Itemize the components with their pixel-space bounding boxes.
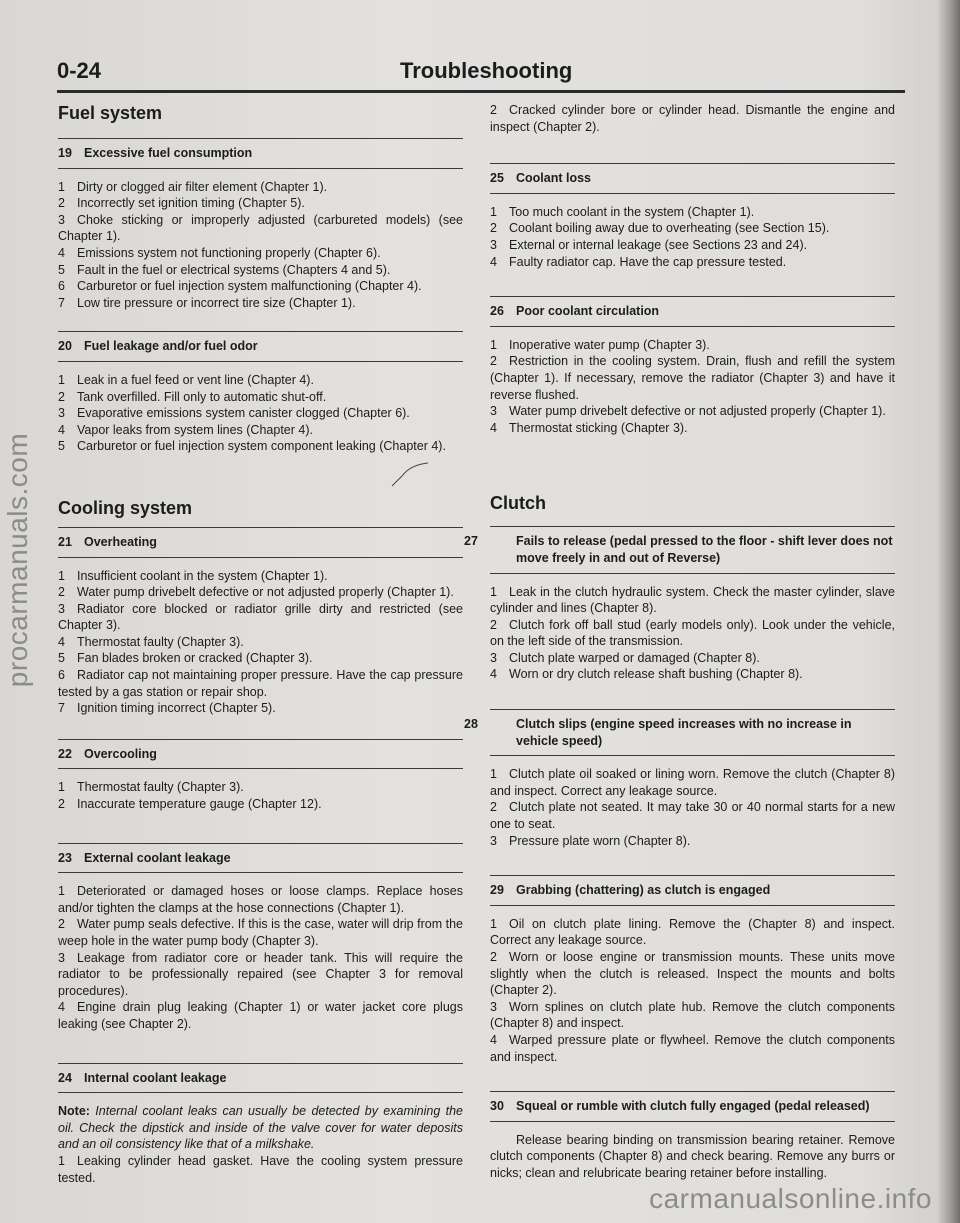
list-item [58, 372, 463, 389]
section-title: Clutch slips (engine speed increases with no increase in vehicle speed) [516, 717, 852, 748]
item-number: 2 [490, 354, 497, 369]
right-column [464, 100, 895, 1182]
section-20-items [58, 372, 463, 455]
list-item [58, 700, 463, 717]
list-item [490, 916, 895, 949]
item-number: 3 [490, 237, 497, 252]
list-item [58, 295, 463, 312]
item-text: Too much coolant in the system (Chapter 1). [509, 204, 755, 219]
item-number: 4 [58, 1000, 65, 1015]
item-text: Clutch plate oil soaked or lining worn. Remove the clutch (Chapter 8) and inspect. Correct any leakage source. [490, 767, 895, 798]
item-text: Restriction in the cooling system. Drain, flush and refill the system (Chapter 1). If necessary, remove the radiator (Chapter 3) and have it reverse flushed. [490, 354, 895, 402]
list-item [58, 999, 463, 1032]
section-19-items [58, 179, 463, 312]
list-item [490, 650, 895, 667]
list-item [490, 766, 895, 799]
item-text: Thermostat faulty (Chapter 3). [77, 634, 244, 649]
side-watermark: procarmanuals.com [2, 432, 33, 688]
item-number: 2 [490, 950, 497, 964]
item-number: 1 [490, 584, 497, 599]
item-number: 1 [490, 767, 497, 782]
list-item [58, 950, 463, 1000]
list-item [58, 438, 463, 455]
group-title-fuel: Fuel system [58, 103, 163, 123]
left-column [58, 100, 463, 1186]
item-text: Fan blades broken or cracked (Chapter 3). [77, 651, 313, 666]
list-item [58, 916, 463, 949]
list-item [490, 999, 895, 1032]
list-item [490, 949, 895, 999]
list-item [58, 389, 463, 406]
item-text: Worn splines on clutch plate hub. Remove the clutch components (Chapter 8) and inspect. [490, 999, 895, 1031]
item-text: Clutch plate warped or damaged (Chapter 8). [509, 650, 760, 665]
item-number: 4 [490, 1032, 497, 1047]
section-title: Internal coolant leakage [84, 1070, 227, 1085]
item-number: 7 [58, 701, 65, 716]
section-number: 26 [490, 304, 504, 319]
section-title: Fuel leakage and/or fuel odor [84, 339, 258, 354]
list-item [490, 337, 895, 354]
section-23-items [58, 883, 463, 1032]
list-item [58, 212, 463, 245]
section-20-head [58, 331, 463, 362]
section-number: 27 [464, 534, 478, 549]
section-22-head [58, 739, 463, 770]
item-text: Inaccurate temperature gauge (Chapter 12). [77, 797, 322, 812]
section-28-head [464, 709, 895, 756]
header-rule [57, 90, 905, 93]
section-30-head [490, 1091, 895, 1122]
section-number: 23 [58, 850, 72, 865]
item-text: Clutch plate not seated. It may take 30 or 40 normal starts for a new one to seat. [490, 800, 895, 832]
page-header [57, 58, 905, 94]
item-text: Worn or dry clutch release shaft bushing (Chapter 8). [509, 667, 803, 682]
item-text: Engine drain plug leaking (Chapter 1) or water jacket core plugs leaking (see Chapter 2). [58, 1000, 463, 1031]
section-22-items [58, 779, 463, 812]
item-text: Low tire pressure or incorrect tire size (Chapter 1). [77, 295, 356, 310]
item-text: Vapor leaks from system lines (Chapter 4). [77, 422, 313, 437]
item-text: Water pump drivebelt defective or not adjusted properly (Chapter 1). [509, 404, 886, 419]
item-text: Water pump seals defective. If this is the case, water will drip from the weep hole in the water pump body (Chapter 3). [58, 917, 463, 948]
section-30-text: Release bearing binding on transmission bearing retainer. Remove clutch components (Chapter 8) and check bearing. Remove any burrs or nicks; clean and relubricate bearing retainer before installing. [490, 1132, 895, 1180]
item-text: Ignition timing incorrect (Chapter 5). [77, 701, 276, 716]
section-title: Coolant loss [516, 171, 592, 186]
group-title-cooling: Cooling system [58, 497, 193, 518]
item-number: 1 [490, 204, 497, 219]
list-item [58, 796, 463, 813]
section-26-items [490, 337, 895, 437]
item-number: 3 [490, 833, 497, 848]
note-label: Note: [58, 1104, 90, 1119]
item-text: Fault in the fuel or electrical systems (Chapters 4 and 5). [77, 262, 391, 277]
item-text: Leaking cylinder head gasket. Have the cooling system pressure tested. [58, 1153, 463, 1185]
item-number: 1 [58, 179, 65, 194]
list-item [58, 262, 463, 279]
list-item [490, 403, 895, 420]
item-number: 2 [58, 196, 65, 211]
item-text: Inoperative water pump (Chapter 3). [509, 337, 710, 352]
item-number: 1 [58, 884, 65, 899]
item-number: 3 [490, 404, 497, 419]
list-item [58, 405, 463, 422]
item-number: 2 [58, 585, 65, 600]
item-text: Radiator cap not maintaining proper pressure. Have the cap pressure tested by a gas station or repair shop. [58, 668, 463, 699]
list-item [58, 568, 463, 585]
handwritten-check-mark [390, 462, 430, 488]
item-text: Incorrectly set ignition timing (Chapter 5). [77, 196, 305, 211]
list-item [58, 179, 463, 196]
item-text: Worn or loose engine or transmission mounts. These units move slightly when the clutch is released. Inspect the mounts and bolts (Chapter 2). [490, 950, 895, 998]
item-text: Carburetor or fuel injection system component leaking (Chapter 4). [77, 439, 446, 454]
item-number: 4 [490, 254, 497, 269]
section-21-items [58, 568, 463, 717]
section-25-head [490, 163, 895, 194]
section-29-head [490, 875, 895, 906]
item-text: Leakage from radiator core or header tank. This will require the radiator to be professionally repaired (see Chapter 3 for removal procedures). [58, 950, 463, 998]
section-29-items [490, 916, 895, 1065]
section-27-items [490, 584, 895, 684]
item-text: Radiator core blocked or radiator grille dirty and restricted (see Chapter 3). [58, 601, 463, 633]
item-text: Tank overfilled. Fill only to automatic shut-off. [77, 389, 327, 404]
list-item [58, 650, 463, 667]
item-text: Carburetor or fuel injection system malfunctioning (Chapter 4). [77, 279, 422, 294]
item-number: 1 [58, 780, 65, 795]
list-item [58, 634, 463, 651]
item-text: Faulty radiator cap. Have the cap pressure tested. [509, 254, 787, 269]
item-number: 1 [58, 372, 65, 387]
section-19-head [58, 138, 463, 169]
section-24-continued-items [490, 102, 895, 135]
section-25-items [490, 204, 895, 270]
list-item [490, 254, 895, 271]
item-number: 7 [58, 295, 65, 310]
list-item [490, 799, 895, 832]
item-number: 2 [490, 617, 497, 632]
section-26-head [490, 296, 895, 327]
section-number: 28 [464, 717, 478, 732]
section-title: Excessive fuel consumption [84, 146, 253, 160]
item-text: Evaporative emissions system canister clogged (Chapter 6). [77, 406, 410, 421]
item-number: 2 [490, 800, 497, 815]
section-number: 25 [490, 171, 504, 186]
section-number: 19 [58, 146, 72, 160]
section-number: 29 [490, 883, 504, 898]
item-text: Insufficient coolant in the system (Chapter 1). [77, 568, 328, 583]
item-number: 4 [58, 245, 65, 260]
item-text: Pressure plate worn (Chapter 8). [509, 833, 691, 848]
item-text: Oil on clutch plate lining. Remove the (Chapter 8) and inspect. Correct any leakage source. [490, 916, 895, 948]
list-item [490, 666, 895, 683]
item-number: 1 [58, 1153, 65, 1168]
item-number: 3 [58, 601, 65, 616]
list-item [490, 420, 895, 437]
item-number: 4 [58, 422, 65, 437]
section-title: Grabbing (chattering) as clutch is engaged [516, 883, 771, 898]
list-item [58, 584, 463, 601]
list-item [490, 102, 895, 135]
section-23-head [58, 843, 463, 874]
item-number: 5 [58, 439, 65, 454]
item-number: 2 [58, 917, 65, 932]
group-title-clutch: Clutch [490, 493, 546, 514]
item-number: 2 [58, 797, 65, 812]
page-number: 0-24 [57, 58, 102, 83]
list-item [58, 601, 463, 634]
item-text: Thermostat sticking (Chapter 3). [509, 420, 688, 435]
note-text: Internal coolant leaks can usually be detected by examining the oil. Check the dipstick and inside of the valve cover for water deposits and an oil consistency like that of a milkshake. [58, 1104, 463, 1152]
item-number: 1 [490, 337, 497, 352]
item-number: 5 [58, 651, 65, 666]
list-item [490, 1032, 895, 1065]
item-number: 3 [490, 999, 497, 1014]
item-number: 3 [58, 406, 65, 421]
item-number: 4 [490, 667, 497, 682]
item-text: Water pump drivebelt defective or not adjusted properly (Chapter 1). [77, 585, 454, 600]
section-title: Poor coolant circulation [516, 304, 660, 319]
item-text: External or internal leakage (see Sections 23 and 24). [509, 237, 808, 252]
section-title: Overcooling [84, 746, 157, 761]
section-number: 22 [58, 746, 72, 761]
list-item [58, 779, 463, 796]
list-item [58, 667, 463, 700]
section-24-items [58, 1153, 463, 1186]
item-number: 3 [490, 650, 497, 665]
item-number: 3 [58, 950, 65, 965]
page-edge-shadow [938, 0, 960, 1223]
list-item [490, 204, 895, 221]
section-28-items [490, 766, 895, 849]
item-text: Deteriorated or damaged hoses or loose clamps. Replace hoses and/or tighten the clamps at the hose connections (Chapter 1). [58, 884, 463, 915]
item-text: Dirty or clogged air filter element (Chapter 1). [77, 179, 328, 194]
section-27-head [464, 526, 895, 573]
list-item [490, 220, 895, 237]
section-number: 21 [58, 534, 72, 549]
item-text: Choke sticking or improperly adjusted (carbureted models) (see Chapter 1). [58, 212, 463, 244]
list-item [490, 353, 895, 403]
list-item [58, 278, 463, 295]
item-text: Emissions system not functioning properly (Chapter 6). [77, 245, 381, 260]
item-number: 1 [490, 916, 497, 931]
item-number: 3 [58, 212, 65, 227]
item-number: 1 [58, 568, 65, 583]
item-number: 4 [490, 420, 497, 435]
section-24-head [58, 1063, 463, 1094]
list-item [490, 617, 895, 650]
item-text: Warped pressure plate or flywheel. Remove the clutch components and inspect. [490, 1032, 895, 1064]
list-item [58, 883, 463, 916]
section-title: Squeal or rumble with clutch fully engaged (pedal released) [516, 1099, 870, 1114]
item-number: 2 [490, 221, 497, 236]
item-number: 2 [58, 389, 65, 404]
list-item [58, 1153, 463, 1186]
page-title: Troubleshooting [400, 58, 573, 83]
item-number: 2 [490, 103, 497, 117]
item-number: 6 [58, 279, 65, 294]
bottom-watermark: carmanualsonline.info [649, 1183, 932, 1214]
item-text: Thermostat faulty (Chapter 3). [77, 780, 244, 795]
list-item [58, 245, 463, 262]
section-number: 30 [490, 1099, 504, 1114]
section-title: External coolant leakage [84, 850, 231, 865]
list-item [58, 195, 463, 212]
item-text: Leak in a fuel feed or vent line (Chapter 4). [77, 372, 314, 387]
section-title: Fails to release (pedal pressed to the floor - shift lever does not move freely in and out of Reverse) [516, 534, 893, 565]
section-number: 24 [58, 1070, 72, 1085]
list-item [490, 833, 895, 850]
item-number: 6 [58, 668, 65, 683]
section-21-head [58, 527, 463, 558]
item-number: 5 [58, 262, 65, 277]
item-text: Leak in the clutch hydraulic system. Check the master cylinder, slave cylinder and lines (Chapter 8). [490, 584, 895, 616]
list-item [490, 237, 895, 254]
section-title: Overheating [84, 534, 157, 549]
item-text: Coolant boiling away due to overheating (see Section 15). [509, 221, 830, 236]
list-item [58, 422, 463, 439]
list-item [490, 584, 895, 617]
item-number: 4 [58, 634, 65, 649]
item-text: Clutch fork off ball stud (early models only). Look under the vehicle, on the left side of the transmission. [490, 617, 895, 649]
section-24-note [58, 1103, 463, 1153]
item-text: Cracked cylinder bore or cylinder head. Dismantle the engine and inspect (Chapter 2). [490, 103, 895, 134]
section-number: 20 [58, 339, 72, 354]
